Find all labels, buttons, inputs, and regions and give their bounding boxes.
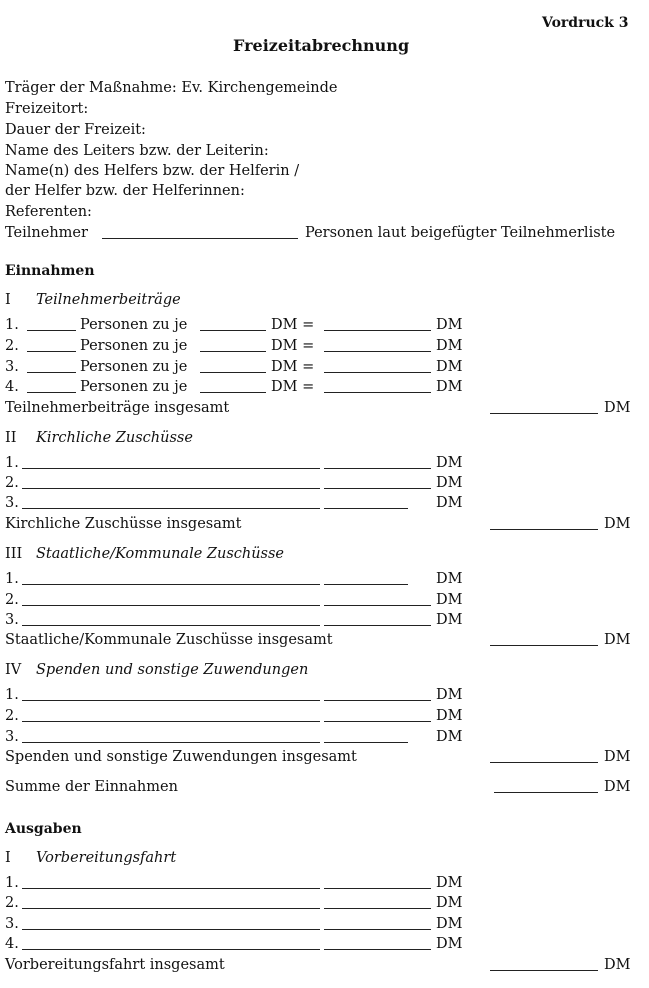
amount-field[interactable] [324, 700, 431, 701]
donations-total-label: Spenden und sonstige Zuwendungen insgesamt [5, 749, 357, 765]
state-numeral: III [5, 546, 23, 562]
field-helpers-2: der Helfer bzw. der Helferinnen: [5, 183, 245, 199]
amount-field[interactable] [324, 888, 431, 889]
currency-label: DM [436, 687, 463, 703]
currency-label: DM [436, 475, 463, 491]
description-field[interactable] [22, 605, 320, 606]
currency-label: DM [436, 571, 463, 587]
row-number: 1. [5, 317, 19, 333]
state-total-label: Staatliche/Kommunale Zuschüsse insgesamt [5, 632, 333, 648]
field-speakers: Referenten: [5, 204, 92, 220]
amount-field[interactable] [324, 605, 431, 606]
price-field[interactable] [200, 392, 266, 393]
row-number: 2. [5, 895, 19, 911]
participants-count-field[interactable] [102, 238, 298, 239]
persons-label: Personen zu je [80, 379, 188, 395]
donations-total-field[interactable] [490, 762, 598, 763]
donations-numeral: IV [5, 662, 22, 678]
currency-label: DM [436, 708, 463, 724]
prep-numeral: I [5, 850, 11, 866]
row-number: 3. [5, 495, 19, 511]
description-field[interactable] [22, 742, 320, 743]
equals-label: DM = [271, 379, 315, 395]
row-number: 3. [5, 916, 19, 932]
price-field[interactable] [200, 372, 266, 373]
state-total-field[interactable] [490, 645, 598, 646]
amount-field[interactable] [324, 392, 431, 393]
row-number: 2. [5, 338, 19, 354]
church-numeral: II [5, 430, 17, 446]
currency-label: DM [436, 359, 463, 375]
currency-label: DM [604, 749, 631, 765]
currency-label: DM [604, 779, 631, 795]
amount-field[interactable] [324, 351, 431, 352]
currency-label: DM [436, 455, 463, 471]
fees-title: Teilnehmerbeiträge [36, 292, 181, 308]
description-field[interactable] [22, 584, 320, 585]
persons-label: Personen zu je [80, 317, 188, 333]
amount-field[interactable] [324, 742, 408, 743]
church-total-label: Kirchliche Zuschüsse insgesamt [5, 516, 242, 532]
currency-label: DM [436, 317, 463, 333]
persons-count-field[interactable] [27, 330, 76, 331]
amount-field[interactable] [324, 584, 408, 585]
row-number: 1. [5, 875, 19, 891]
church-total-field[interactable] [490, 529, 598, 530]
amount-field[interactable] [324, 488, 431, 489]
currency-label: DM [436, 612, 463, 628]
currency-label: DM [436, 729, 463, 745]
fees-numeral: I [5, 292, 11, 308]
row-number: 2. [5, 592, 19, 608]
currency-label: DM [604, 516, 631, 532]
amount-field[interactable] [324, 508, 408, 509]
equals-label: DM = [271, 338, 315, 354]
currency-label: DM [436, 936, 463, 952]
row-number: 3. [5, 729, 19, 745]
row-number: 2. [5, 708, 19, 724]
amount-field[interactable] [324, 468, 431, 469]
prep-total-label: Vorbereitungsfahrt insgesamt [5, 957, 225, 973]
price-field[interactable] [200, 351, 266, 352]
row-number: 4. [5, 936, 19, 952]
field-leader: Name des Leiters bzw. der Leiterin: [5, 143, 269, 159]
price-field[interactable] [200, 330, 266, 331]
description-field[interactable] [22, 949, 320, 950]
state-title: Staatliche/Kommunale Zuschüsse [36, 546, 285, 562]
row-number: 1. [5, 455, 19, 471]
field-organizer: Träger der Maßnahme: Ev. Kirchengemeinde [5, 80, 338, 96]
persons-label: Personen zu je [80, 338, 188, 354]
currency-label: DM [436, 895, 463, 911]
amount-field[interactable] [324, 721, 431, 722]
currency-label: DM [436, 875, 463, 891]
description-field[interactable] [22, 468, 320, 469]
amount-field[interactable] [324, 929, 431, 930]
income-heading: Einnahmen [5, 263, 95, 279]
persons-count-field[interactable] [27, 392, 76, 393]
row-number: 3. [5, 359, 19, 375]
income-sum-label: Summe der Einnahmen [5, 779, 178, 795]
donations-title: Spenden und sonstige Zuwendungen [36, 662, 309, 678]
description-field[interactable] [22, 888, 320, 889]
expenses-heading: Ausgaben [5, 821, 82, 837]
fees-total-field[interactable] [490, 413, 598, 414]
description-field[interactable] [22, 721, 320, 722]
description-field[interactable] [22, 488, 320, 489]
currency-label: DM [436, 916, 463, 932]
amount-field[interactable] [324, 908, 431, 909]
description-field[interactable] [22, 625, 320, 626]
currency-label: DM [436, 592, 463, 608]
row-number: 2. [5, 475, 19, 491]
description-field[interactable] [22, 908, 320, 909]
form-number: Vordruck 3 [542, 15, 629, 31]
amount-field[interactable] [324, 372, 431, 373]
amount-field[interactable] [324, 625, 431, 626]
fees-total-label: Teilnehmerbeiträge insgesamt [5, 400, 230, 416]
amount-field[interactable] [324, 330, 431, 331]
description-field[interactable] [22, 929, 320, 930]
field-location: Freizeitort: [5, 101, 89, 117]
prep-title: Vorbereitungsfahrt [36, 850, 177, 866]
equals-label: DM = [271, 359, 315, 375]
row-number: 4. [5, 379, 19, 395]
currency-label: DM [436, 495, 463, 511]
field-duration: Dauer der Freizeit: [5, 122, 146, 138]
income-sum-field[interactable] [494, 792, 598, 793]
field-helpers-1: Name(n) des Helfers bzw. der Helferin / [5, 163, 300, 179]
row-number: 1. [5, 571, 19, 587]
currency-label: DM [436, 379, 463, 395]
participants-suffix: Personen laut beigefügter Teilnehmerliste [305, 225, 616, 241]
currency-label: DM [436, 338, 463, 354]
row-number: 3. [5, 612, 19, 628]
church-title: Kirchliche Zuschüsse [36, 430, 193, 446]
currency-label: DM [604, 957, 631, 973]
description-field[interactable] [22, 700, 320, 701]
persons-count-field[interactable] [27, 351, 76, 352]
description-field[interactable] [22, 508, 320, 509]
amount-field[interactable] [324, 949, 431, 950]
currency-label: DM [604, 632, 631, 648]
currency-label: DM [604, 400, 631, 416]
persons-label: Personen zu je [80, 359, 188, 375]
persons-count-field[interactable] [27, 372, 76, 373]
row-number: 1. [5, 687, 19, 703]
form-title: Freizeitabrechnung [233, 36, 410, 55]
participants-label: Teilnehmer [5, 225, 88, 241]
equals-label: DM = [271, 317, 315, 333]
prep-total-field[interactable] [490, 970, 598, 971]
